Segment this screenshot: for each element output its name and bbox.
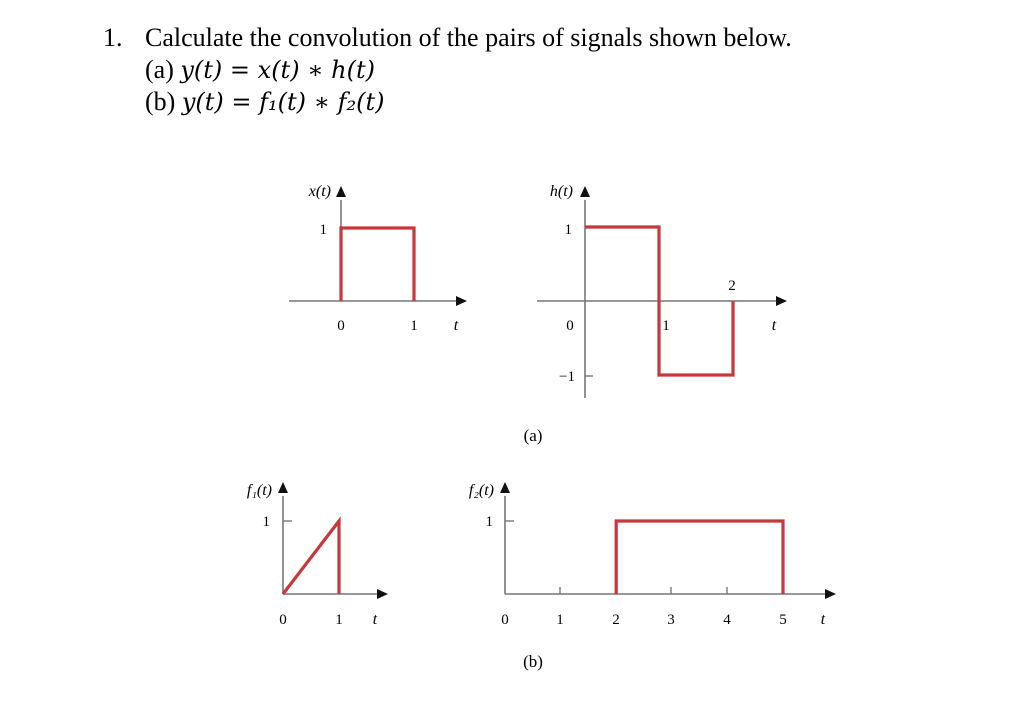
f1-xtick-label: 0 — [279, 612, 287, 628]
f1-time-label: t — [372, 611, 378, 628]
f1-time-arrow-icon — [377, 589, 388, 599]
f2-xtick-label: 0 — [501, 612, 509, 628]
f2-xtick-label: 4 — [723, 612, 731, 628]
f2-ytick-label: 1 — [485, 514, 493, 530]
part-a-equation: y(t) = x(t) ∗ h(t) — [180, 56, 375, 84]
x-ytick-label: 1 — [319, 222, 327, 238]
part-b-equation: y(t) = f₁(t) ∗ f₂(t) — [181, 88, 385, 116]
f2-xtick-label: 2 — [612, 612, 620, 628]
plot-x — [289, 183, 467, 334]
f2-ylabel: f₂(t) — [468, 482, 494, 499]
part-b-label: (b) — [145, 87, 176, 116]
f1-ylabel: f₁(t) — [246, 482, 272, 499]
x-amplitude-arrow-icon — [336, 186, 346, 197]
h-ytick-label: −1 — [559, 369, 575, 385]
h-amplitude-arrow-icon — [580, 186, 590, 197]
f1-xtick-label: 1 — [335, 612, 343, 628]
h-time-arrow-icon — [776, 296, 787, 306]
f2-time-label: t — [820, 611, 826, 628]
question-number: 1. — [103, 23, 123, 52]
x-time-label: t — [453, 317, 459, 334]
caption-b: (b) — [523, 652, 543, 671]
f2-time-arrow-icon — [825, 589, 836, 599]
part-a-label: (a) — [145, 55, 174, 84]
f2-xtick-label: 3 — [667, 612, 675, 628]
f2-xtick-label: 1 — [556, 612, 564, 628]
f2-xtick-label: 5 — [779, 612, 787, 628]
f2-amplitude-arrow-icon — [500, 482, 510, 493]
h-xtick-label: 0 — [566, 318, 574, 334]
h-time-label: t — [771, 317, 777, 334]
plot-f1 — [247, 482, 388, 628]
f1-signal-trace — [283, 521, 339, 594]
question-prompt: Calculate the convolution of the pairs of signals shown below. — [145, 23, 792, 52]
x-ylabel: x(t) — [308, 183, 331, 200]
f2-signal-trace — [616, 521, 783, 594]
h-xtick-label: 2 — [728, 278, 736, 294]
x-signal-trace — [341, 228, 414, 301]
caption-a: (a) — [523, 426, 543, 445]
plot-f2 — [469, 482, 836, 628]
h-ylabel: h(t) — [549, 183, 573, 200]
plot-h — [537, 183, 787, 398]
h-xtick-label: 1 — [662, 318, 670, 334]
x-xtick-label: 1 — [410, 318, 418, 334]
x-xtick-label: 0 — [337, 318, 345, 334]
f1-ytick-label: 1 — [262, 514, 270, 530]
f1-amplitude-arrow-icon — [278, 482, 288, 493]
x-time-arrow-icon — [456, 296, 467, 306]
h-ytick-label: 1 — [564, 222, 572, 238]
